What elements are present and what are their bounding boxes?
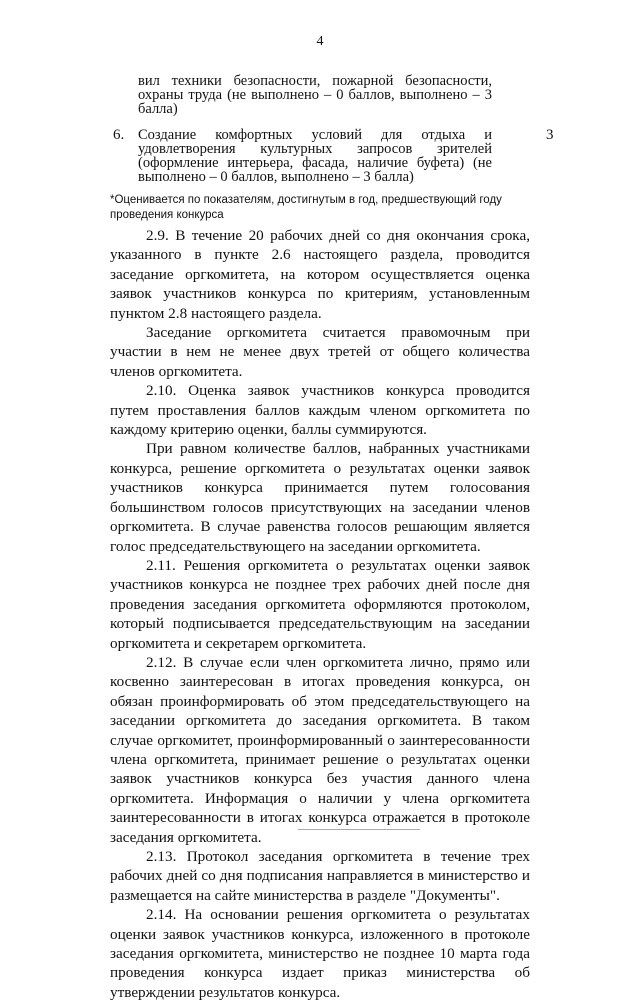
paragraph-2-13: 2.13. Протокол заседания оргкомитета в течение трех рабочих дней со дня подписания направляется в министерство и размещается на сайте министерства в разделе "Документы".	[110, 848, 530, 904]
paragraph-2-9: 2.9. В течение 20 рабочих дней со дня окончания срока, указанного в пункте 2.6 настоящего раздела, проводится заседание оргкомитета, на котором осуществляется оценка заявок участников конкурса по критериям, установленным пунктом 2.8 настоящего раздела.	[110, 227, 530, 322]
paragraph-2-14: 2.14. На основании решения оргкомитета о результатах оценки заявок участников конкурса, изложенного в протоколе заседания оргкомитета, министерство не позднее 10 марта года проведения конкурса издает приказ министерства об утверждении результатов конкурса.	[110, 906, 530, 1001]
end-divider	[298, 829, 420, 830]
paragraph-2-10: 2.10. Оценка заявок участников конкурса проводится путем проставления баллов каждым членом оргкомитета по каждому критерию оценки, баллы суммируются.	[110, 382, 530, 439]
paragraph-quorum: Заседание оргкомитета считается правомочным при участии в нем не менее двух третей от общего количества членов оргкомитета.	[110, 324, 530, 380]
body-text	[110, 226, 530, 1002]
table-row-6-score: 3	[546, 127, 554, 143]
table-row-6-number: 6.	[113, 127, 125, 143]
footnote: *Оценивается по показателям, достигнутым в год, предшествующий году проведения конкурса	[110, 194, 502, 221]
table-row-continued-text: вил техники безопасности, пожарной безопасности, охраны труда (не выполнено – 0 баллов, выполнено – 3 балла)	[138, 73, 492, 117]
paragraph-2-11: 2.11. Решения оргкомитета о результатах оценки заявок участников конкурса не позднее трех рабочих дней после дня проведения заседания оргкомитета оформляются протоколом, который подписывается председательствующим на заседании оргкомитета и секретарем оргкомитета.	[110, 556, 530, 652]
page-number: 4	[316, 34, 324, 49]
paragraph-equal-score: При равном количестве баллов, набранных участниками конкурса, решение оргкомитета о результатах оценки заявок участников конкурса принимается путем голосования большинством голосов присутствующих на заседании членов оргкомитета. В случае равенства голосов решающим является голос председательствующего на заседании оргкомитета.	[110, 440, 530, 555]
table-row-6-text: Создание комфортных условий для отдыха и удовлетворения культурных запросов зрителей (оформление интерьера, фасада, наличие буфета) (не выполнено – 0 баллов, выполнено – 3 балла)	[138, 127, 492, 185]
paragraph-2-12: 2.12. В случае если член оргкомитета лично, прямо или косвенно заинтересован в итогах проведения конкурса, он обязан проинформировать об этом председательствующего на заседании оргкомитета до заседания оргкомитета. В таком случае оргкомитет, проинформированный о заинтересованности члена оргкомитета, принимает решение о результатах оценки заявок участников конкурса без участия данного члена оргкомитета. Информация о наличии у члена оргкомитета заинтересованности в итогах конкурса отражается в протоколе заседания оргкомитета.	[110, 653, 530, 846]
